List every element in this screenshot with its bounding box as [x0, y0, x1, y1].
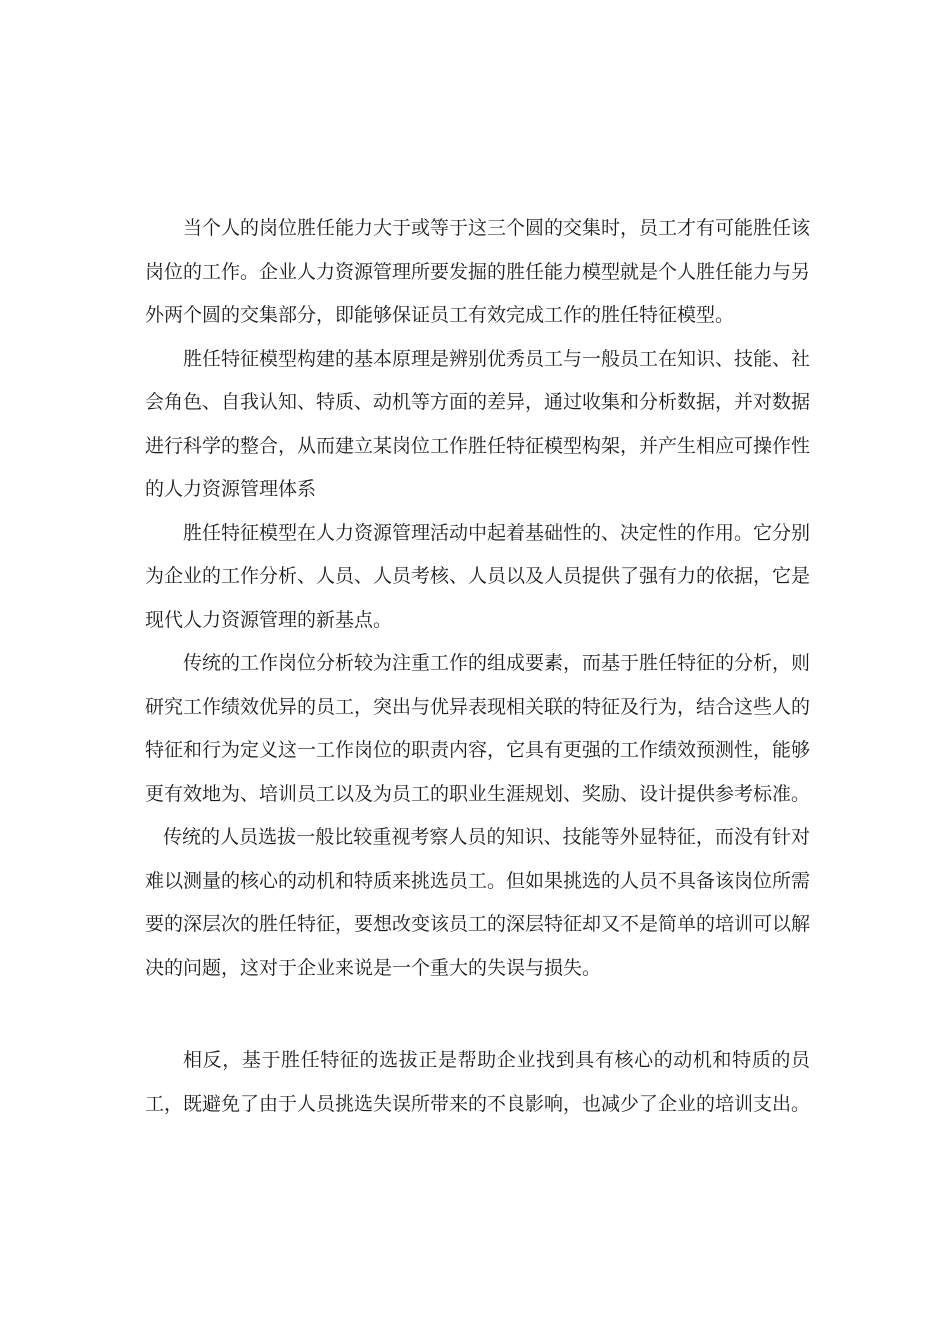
paragraph-job-analysis: 传统的工作岗位分析较为注重工作的组成要素，而基于胜任特征的分析，则研究工作绩效优异的员工，突出与优异表现相关联的特征及行为，结合这些人的特征和行为定义这一工作岗位的职责内容，它具有更强的工作绩效预测性，能够更有效地为、培训员工以及为员工的职业生涯规划、奖励、设计提供参考标准。 — [145, 652, 811, 805]
paragraph-gap — [145, 990, 810, 1039]
paragraph-model-principle: 胜任特征模型构建的基本原理是辨别优秀员工与一般员工在知识、技能、社会角色、自我认知、特质、动机等方面的差异，通过收集和分析数据，并对数据进行科学的整合，从而建立某岗位工作胜任特征模型构架，并产生相应可操作性的人力资源管理体系 — [145, 347, 811, 500]
paragraph-competency-selection: 相反，基于胜任特征的选拔正是帮助企业找到具有核心的动机和特质的员工，既避免了由于人员挑选失误所带来的不良影响，也减少了企业的培训支出。 — [145, 1049, 811, 1115]
paragraph-model-role: 胜任特征模型在人力资源管理活动中起着基础性的、决定性的作用。它分别为企业的工作分析、人员、人员考核、人员以及人员提供了强有力的依据，它是现代人力资源管理的新基点。 — [145, 521, 811, 631]
paragraph-traditional-selection: 传统的人员选拔一般比较重视考察人员的知识、技能等外显特征，而没有针对难以测量的核心的动机和特质来挑选员工。但如果挑选的人员不具备该岗位所需要的深层次的胜任特征，要想改变该员工的深层特征却又不是简单的培训可以解决的问题，这对于企业来说是一个重大的失误与损失。 — [145, 826, 811, 979]
document-body — [145, 207, 810, 1126]
paragraph-competency-intersection: 当个人的岗位胜任能力大于或等于这三个圆的交集时，员工才有可能胜任该岗位的工作。企业人力资源管理所要发掘的胜任能力模型就是个人胜任能力与另外两个圆的交集部分，即能够保证员工有效完成工作的胜任特征模型。 — [145, 217, 811, 326]
